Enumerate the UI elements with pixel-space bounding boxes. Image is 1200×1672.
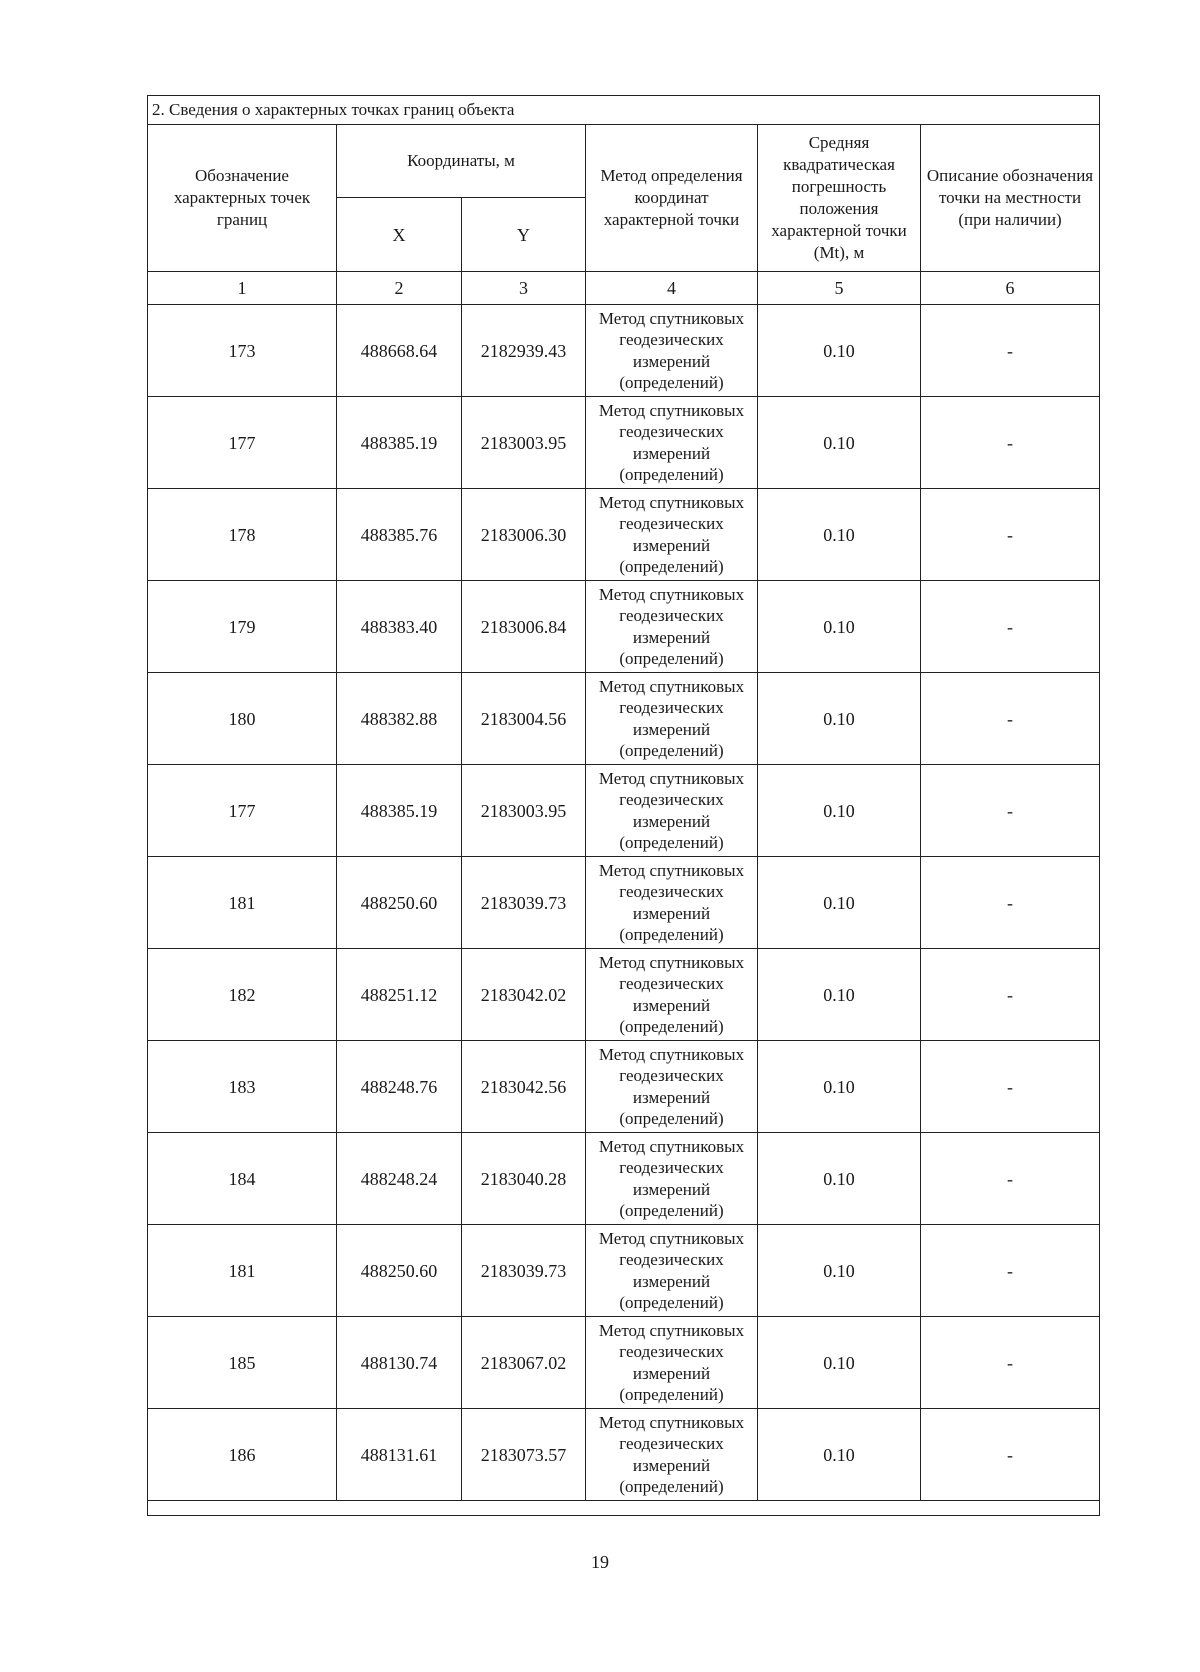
column-number: 4 <box>586 272 758 305</box>
description-cell: - <box>921 857 1100 949</box>
description-cell: - <box>921 1133 1100 1225</box>
table-row <box>148 673 1100 765</box>
header-coordinates: Координаты, м <box>337 125 586 198</box>
method-cell: Метод спутниковых геодезических измерений (определений) <box>586 1133 758 1225</box>
table-row <box>148 857 1100 949</box>
description-cell: - <box>921 1041 1100 1133</box>
coordinate-y-cell: 2183006.84 <box>462 581 586 673</box>
point-designation-cell: 177 <box>148 397 337 489</box>
header-method: Метод определения координат характерной точки <box>586 125 758 272</box>
table-row <box>148 581 1100 673</box>
method-cell: Метод спутниковых геодезических измерений (определений) <box>586 305 758 397</box>
method-cell: Метод спутниковых геодезических измерений (определений) <box>586 1317 758 1409</box>
mean-error-cell: 0.10 <box>758 489 921 581</box>
coordinate-y-cell: 2183039.73 <box>462 857 586 949</box>
mean-error-cell: 0.10 <box>758 397 921 489</box>
column-number: 5 <box>758 272 921 305</box>
mean-error-cell: 0.10 <box>758 1225 921 1317</box>
coordinate-x-cell: 488383.40 <box>337 581 462 673</box>
coordinate-y-cell: 2182939.43 <box>462 305 586 397</box>
section-title: 2. Сведения о характерных точках границ объекта <box>148 96 1100 125</box>
point-designation-cell: 178 <box>148 489 337 581</box>
point-designation-cell: 182 <box>148 949 337 1041</box>
table-row <box>148 949 1100 1041</box>
header-error: Средняя квадратическая погрешность положения характерной точки (Mt), м <box>758 125 921 272</box>
description-cell: - <box>921 397 1100 489</box>
table-row <box>148 1225 1100 1317</box>
point-designation-cell: 186 <box>148 1409 337 1501</box>
coordinate-x-cell: 488130.74 <box>337 1317 462 1409</box>
table-row <box>148 305 1100 397</box>
description-cell: - <box>921 581 1100 673</box>
table-row <box>148 1317 1100 1409</box>
description-cell: - <box>921 1225 1100 1317</box>
header-row-top <box>148 125 1100 198</box>
coordinate-x-cell: 488385.76 <box>337 489 462 581</box>
header-x: X <box>337 198 462 272</box>
coordinate-x-cell: 488131.61 <box>337 1409 462 1501</box>
method-cell: Метод спутниковых геодезических измерений (определений) <box>586 1409 758 1501</box>
mean-error-cell: 0.10 <box>758 1041 921 1133</box>
point-designation-cell: 181 <box>148 857 337 949</box>
coordinate-x-cell: 488250.60 <box>337 1225 462 1317</box>
coordinate-x-cell: 488248.24 <box>337 1133 462 1225</box>
coordinate-y-cell: 2183073.57 <box>462 1409 586 1501</box>
header-description: Описание обозначения точки на местности (при наличии) <box>921 125 1100 272</box>
method-cell: Метод спутниковых геодезических измерений (определений) <box>586 1225 758 1317</box>
point-designation-cell: 185 <box>148 1317 337 1409</box>
coordinate-y-cell: 2183042.02 <box>462 949 586 1041</box>
mean-error-cell: 0.10 <box>758 305 921 397</box>
coordinate-x-cell: 488248.76 <box>337 1041 462 1133</box>
method-cell: Метод спутниковых геодезических измерений (определений) <box>586 857 758 949</box>
coordinate-y-cell: 2183004.56 <box>462 673 586 765</box>
mean-error-cell: 0.10 <box>758 765 921 857</box>
page-number: 19 <box>591 1552 609 1572</box>
method-cell: Метод спутниковых геодезических измерений (определений) <box>586 489 758 581</box>
coordinate-y-cell: 2183042.56 <box>462 1041 586 1133</box>
table-row <box>148 765 1100 857</box>
point-designation-cell: 181 <box>148 1225 337 1317</box>
coordinate-x-cell: 488385.19 <box>337 397 462 489</box>
description-cell: - <box>921 1317 1100 1409</box>
coordinate-y-cell: 2183039.73 <box>462 1225 586 1317</box>
point-designation-cell: 180 <box>148 673 337 765</box>
coordinate-x-cell: 488251.12 <box>337 949 462 1041</box>
mean-error-cell: 0.10 <box>758 857 921 949</box>
coordinate-y-cell: 2183067.02 <box>462 1317 586 1409</box>
method-cell: Метод спутниковых геодезических измерений (определений) <box>586 765 758 857</box>
table-row <box>148 397 1100 489</box>
column-number: 6 <box>921 272 1100 305</box>
boundary-points-table <box>147 95 1100 1516</box>
coordinate-y-cell: 2183003.95 <box>462 397 586 489</box>
method-cell: Метод спутниковых геодезических измерений (определений) <box>586 949 758 1041</box>
mean-error-cell: 0.10 <box>758 1409 921 1501</box>
point-designation-cell: 183 <box>148 1041 337 1133</box>
method-cell: Метод спутниковых геодезических измерений (определений) <box>586 1041 758 1133</box>
column-numbers-row <box>148 272 1100 305</box>
table-row <box>148 489 1100 581</box>
description-cell: - <box>921 489 1100 581</box>
table-end-row <box>148 1501 1100 1516</box>
mean-error-cell: 0.10 <box>758 1317 921 1409</box>
description-cell: - <box>921 1409 1100 1501</box>
coordinate-x-cell: 488382.88 <box>337 673 462 765</box>
coordinate-x-cell: 488668.64 <box>337 305 462 397</box>
table-row <box>148 1409 1100 1501</box>
description-cell: - <box>921 765 1100 857</box>
column-number: 1 <box>148 272 337 305</box>
table-row <box>148 1041 1100 1133</box>
table-end-cell <box>148 1501 1100 1516</box>
mean-error-cell: 0.10 <box>758 1133 921 1225</box>
mean-error-cell: 0.10 <box>758 949 921 1041</box>
method-cell: Метод спутниковых геодезических измерений (определений) <box>586 581 758 673</box>
description-cell: - <box>921 949 1100 1041</box>
mean-error-cell: 0.10 <box>758 581 921 673</box>
coordinate-y-cell: 2183040.28 <box>462 1133 586 1225</box>
column-number: 3 <box>462 272 586 305</box>
point-designation-cell: 177 <box>148 765 337 857</box>
description-cell: - <box>921 305 1100 397</box>
method-cell: Метод спутниковых геодезических измерений (определений) <box>586 673 758 765</box>
header-y: Y <box>462 198 586 272</box>
mean-error-cell: 0.10 <box>758 673 921 765</box>
coordinate-x-cell: 488250.60 <box>337 857 462 949</box>
description-cell: - <box>921 673 1100 765</box>
table-row <box>148 1133 1100 1225</box>
method-cell: Метод спутниковых геодезических измерений (определений) <box>586 397 758 489</box>
coordinate-x-cell: 488385.19 <box>337 765 462 857</box>
point-designation-cell: 173 <box>148 305 337 397</box>
point-designation-cell: 184 <box>148 1133 337 1225</box>
section-title-row <box>148 96 1100 125</box>
coordinate-y-cell: 2183006.30 <box>462 489 586 581</box>
column-number: 2 <box>337 272 462 305</box>
header-designation: Обозначение характерных точек границ <box>148 125 337 272</box>
coordinate-y-cell: 2183003.95 <box>462 765 586 857</box>
point-designation-cell: 179 <box>148 581 337 673</box>
